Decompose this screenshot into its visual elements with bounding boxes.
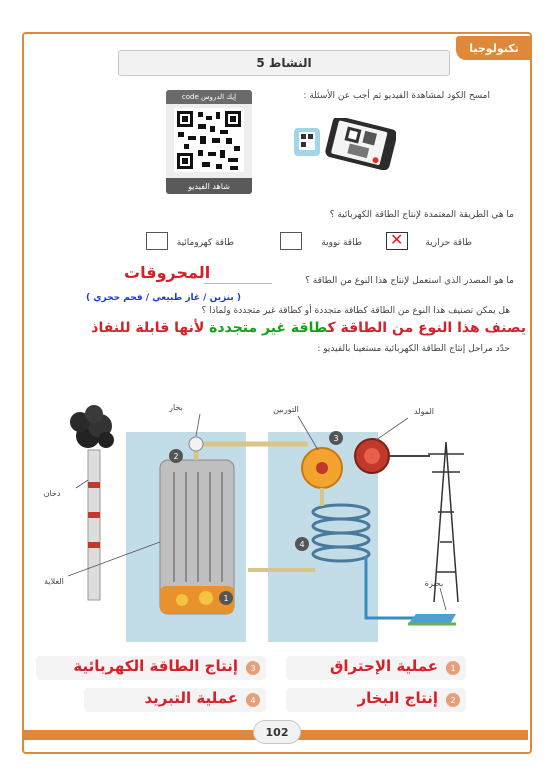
stage-2-number: 2 <box>446 693 460 707</box>
marker-3: 3 <box>333 434 339 443</box>
label-smoke: دخان <box>43 489 61 498</box>
qr-header: code إيك الدروس <box>166 90 252 104</box>
check-x-icon: ✕ <box>390 230 404 249</box>
marker-1: 1 <box>223 594 229 603</box>
phone-scan-icon <box>290 118 396 170</box>
stage-2-label: إنتاج البخار <box>357 689 438 707</box>
intro-text: امسح الكود لمشاهدة الفيديو ثم أجب عن الأسئلة : <box>303 91 490 101</box>
stage-3 <box>36 656 266 680</box>
stage-4 <box>84 688 266 712</box>
q3-text: هل يمكن تصنيف هذا النوع من الطاقة كطاقة متجددة أو كطاقة غير متجددة ولماذا ؟ <box>201 306 510 316</box>
label-generator: المولد <box>413 407 435 416</box>
label-turbine: التوربين <box>273 405 299 414</box>
q2-answer-line <box>204 283 272 284</box>
q3-answer-part1: يصنف هذا النوع من الطاقة ك <box>327 320 526 336</box>
stage-1-label: عملية الإحتراق <box>330 657 438 675</box>
q1-text: ما هي الطريقة المعتمدة لإنتاج الطاقة الكهربائية ؟ <box>329 210 514 220</box>
option-thermal-checkbox[interactable] <box>386 232 408 250</box>
option-hydro-label: طاقة كهرومائية <box>176 238 234 248</box>
option-thermal-label: طاقة حرارية <box>425 238 472 248</box>
smoke-cloud <box>70 405 114 448</box>
power-plant-diagram <box>36 392 518 644</box>
q3-answer-part3: لأنها قابلة للنفاذ <box>91 320 210 336</box>
option-nuclear-label: طاقة نووية <box>321 238 362 248</box>
option-hydro-checkbox[interactable] <box>146 232 168 250</box>
watch-video-label: شاهد الفيديو <box>166 178 252 194</box>
activity-title: النشاط 5 <box>118 50 450 76</box>
stage-1 <box>286 656 466 680</box>
marker-4: 4 <box>299 540 305 549</box>
q2-answer-detail: ( بنزين / غاز طبيعي / فحم حجري ) <box>86 293 241 303</box>
stage-3-label: إنتاج الطاقة الكهربائية <box>73 657 238 675</box>
page-number: 102 <box>253 720 301 744</box>
stage-1-number: 1 <box>446 661 460 675</box>
stage-4-number: 4 <box>246 693 260 707</box>
q2-answer: المحروقات <box>124 263 211 282</box>
stage-2 <box>286 688 466 712</box>
q2-text: ما هو المصدر الذي استعمل لإنتاج هذا النوع من الطاقة ؟ <box>305 276 514 286</box>
stage-4-label: عملية التبريد <box>144 689 238 707</box>
chimney <box>88 450 100 600</box>
q3-answer <box>91 320 526 336</box>
label-steam: بخار <box>169 403 183 412</box>
marker-2: 2 <box>173 452 179 461</box>
stage-3-number: 3 <box>246 661 260 675</box>
q4-text: حدّد مراحل إنتاج الطاقة الكهربائية مستعينا بالفيديو : <box>317 344 510 354</box>
qr-card[interactable] <box>166 90 252 194</box>
power-tower <box>428 442 464 602</box>
label-lake: بحيرة <box>424 579 444 588</box>
label-boiler: الغلاية <box>44 577 64 586</box>
subject-tab: تكنولوجيا <box>456 36 532 60</box>
qr-code-icon <box>174 108 244 172</box>
q3-answer-highlight: طاقة غير متجددة <box>209 320 328 336</box>
option-nuclear-checkbox[interactable] <box>280 232 302 250</box>
